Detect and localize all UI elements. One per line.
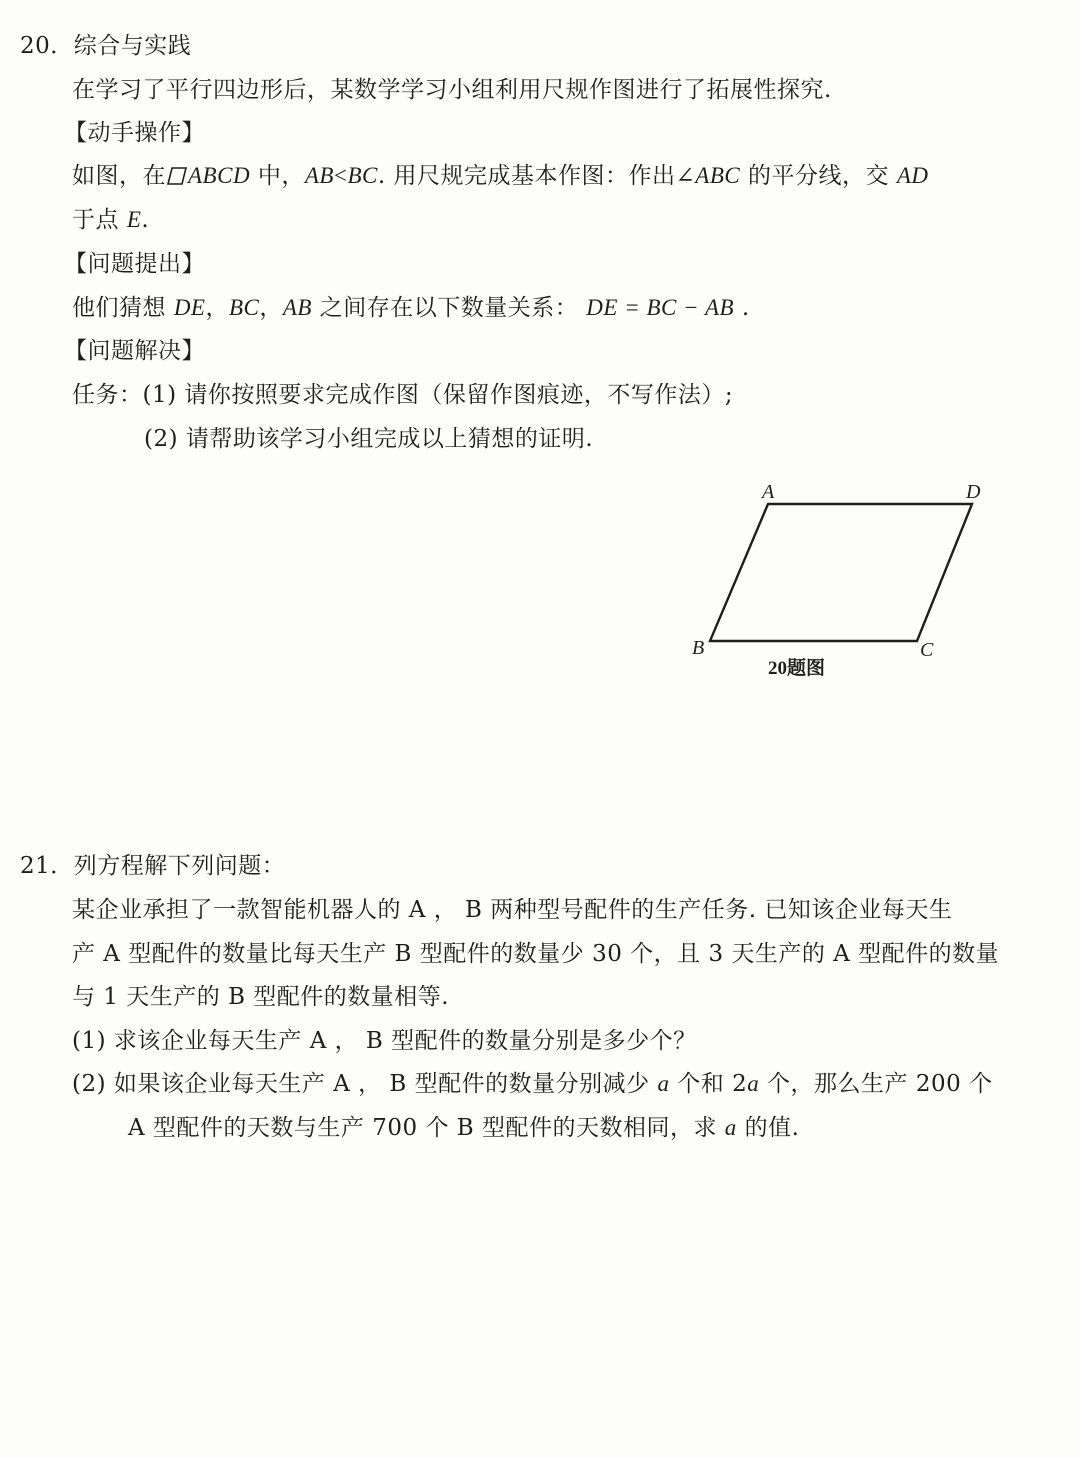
q20-title: 综合与实践 bbox=[73, 33, 192, 59]
math-text: BC bbox=[228, 295, 260, 320]
q20-section-question: 【问题提出】 bbox=[64, 251, 205, 277]
math-text: AD bbox=[896, 163, 929, 188]
q21-number: 21． bbox=[20, 853, 74, 879]
text-run: 如图，在 bbox=[72, 163, 166, 189]
vertex-label-d: D bbox=[966, 481, 981, 503]
text-run: 的值. bbox=[736, 1115, 800, 1141]
q21-heading bbox=[20, 851, 285, 881]
parallelogram-symbol-icon bbox=[167, 163, 187, 181]
q21-subquestion2-line2 bbox=[128, 1113, 799, 1143]
math-text: BC bbox=[347, 163, 378, 188]
figure-caption: 20题图 bbox=[768, 658, 826, 679]
text-run: ， bbox=[259, 295, 283, 321]
text-run: A 型配件的天数与生产 700 个 B 型配件的天数相同，求 bbox=[128, 1115, 725, 1141]
q20-number: 20． bbox=[20, 33, 74, 59]
q21-title: 列方程解下列问题： bbox=[73, 853, 286, 879]
text-run: 中， bbox=[250, 163, 305, 189]
q21-subquestion1: (1) 求该企业每天生产 A ， B 型配件的数量分别是多少个？ bbox=[72, 1028, 697, 1054]
math-symbol: < bbox=[333, 163, 348, 188]
math-equation: DE = BC − AB bbox=[586, 295, 735, 320]
q20-section-operation: 【动手操作】 bbox=[64, 120, 205, 146]
q20-guess bbox=[72, 293, 750, 323]
text-run: 他们猜想 bbox=[72, 295, 174, 321]
q20-heading bbox=[20, 31, 191, 61]
text-run: 于点 bbox=[72, 207, 127, 233]
text-run: ， bbox=[205, 295, 229, 321]
text-run: 个和 2 bbox=[669, 1071, 748, 1097]
math-text: AB bbox=[282, 295, 312, 320]
q20-task1: 任务：(1) 请你按照要求完成作图（保留作图痕迹，不写作法）; bbox=[72, 382, 734, 408]
parallelogram-abcd bbox=[710, 504, 972, 641]
q21-paragraph-line1: 某企业承担了一款智能机器人的 A ， B 两种型号配件的生产任务. 已知该企业每天生 bbox=[72, 897, 953, 923]
q20-operation-line2 bbox=[72, 205, 149, 235]
math-text: DE bbox=[173, 295, 206, 320]
q20-intro: 在学习了平行四边形后，某数学学习小组利用尺规作图进行了拓展性探究. bbox=[72, 77, 832, 103]
text-run: (2) 如果该企业每天生产 A ， B 型配件的数量分别减少 bbox=[72, 1071, 658, 1097]
math-text: a bbox=[657, 1071, 670, 1096]
vertex-label-c: C bbox=[920, 639, 934, 661]
text-run: . bbox=[141, 207, 150, 233]
math-text: ABC bbox=[695, 163, 741, 188]
q20-operation-line1 bbox=[72, 161, 929, 191]
math-text: a bbox=[747, 1071, 760, 1096]
text-run: . 用尺规完成基本作图：作出∠ bbox=[377, 163, 696, 189]
text-run: 的平分线，交 bbox=[740, 163, 897, 189]
q21-paragraph-line3: 与 1 天生产的 B 型配件的数量相等. bbox=[72, 984, 450, 1010]
q20-section-solve: 【问题解决】 bbox=[64, 338, 205, 364]
q21-paragraph-line2: 产 A 型配件的数量比每天生产 B 型配件的数量少 30 个，且 3 天生产的 A 型配件的数量 bbox=[72, 941, 1000, 967]
math-text: a bbox=[724, 1115, 737, 1140]
text-run: 个，那么生产 200 个 bbox=[759, 1071, 993, 1097]
vertex-label-a: A bbox=[762, 481, 775, 503]
parallelogram-figure bbox=[680, 470, 1020, 690]
math-text: ABCD bbox=[188, 163, 251, 188]
q21-subquestion2-line1 bbox=[72, 1069, 993, 1099]
text-run: 之间存在以下数量关系： bbox=[311, 295, 579, 321]
q20-task2: (2) 请帮助该学习小组完成以上猜想的证明. bbox=[144, 426, 594, 452]
math-text: AB bbox=[304, 163, 334, 188]
vertex-label-b: B bbox=[692, 637, 705, 659]
text-run: . bbox=[734, 295, 750, 321]
math-text: E bbox=[126, 207, 142, 232]
